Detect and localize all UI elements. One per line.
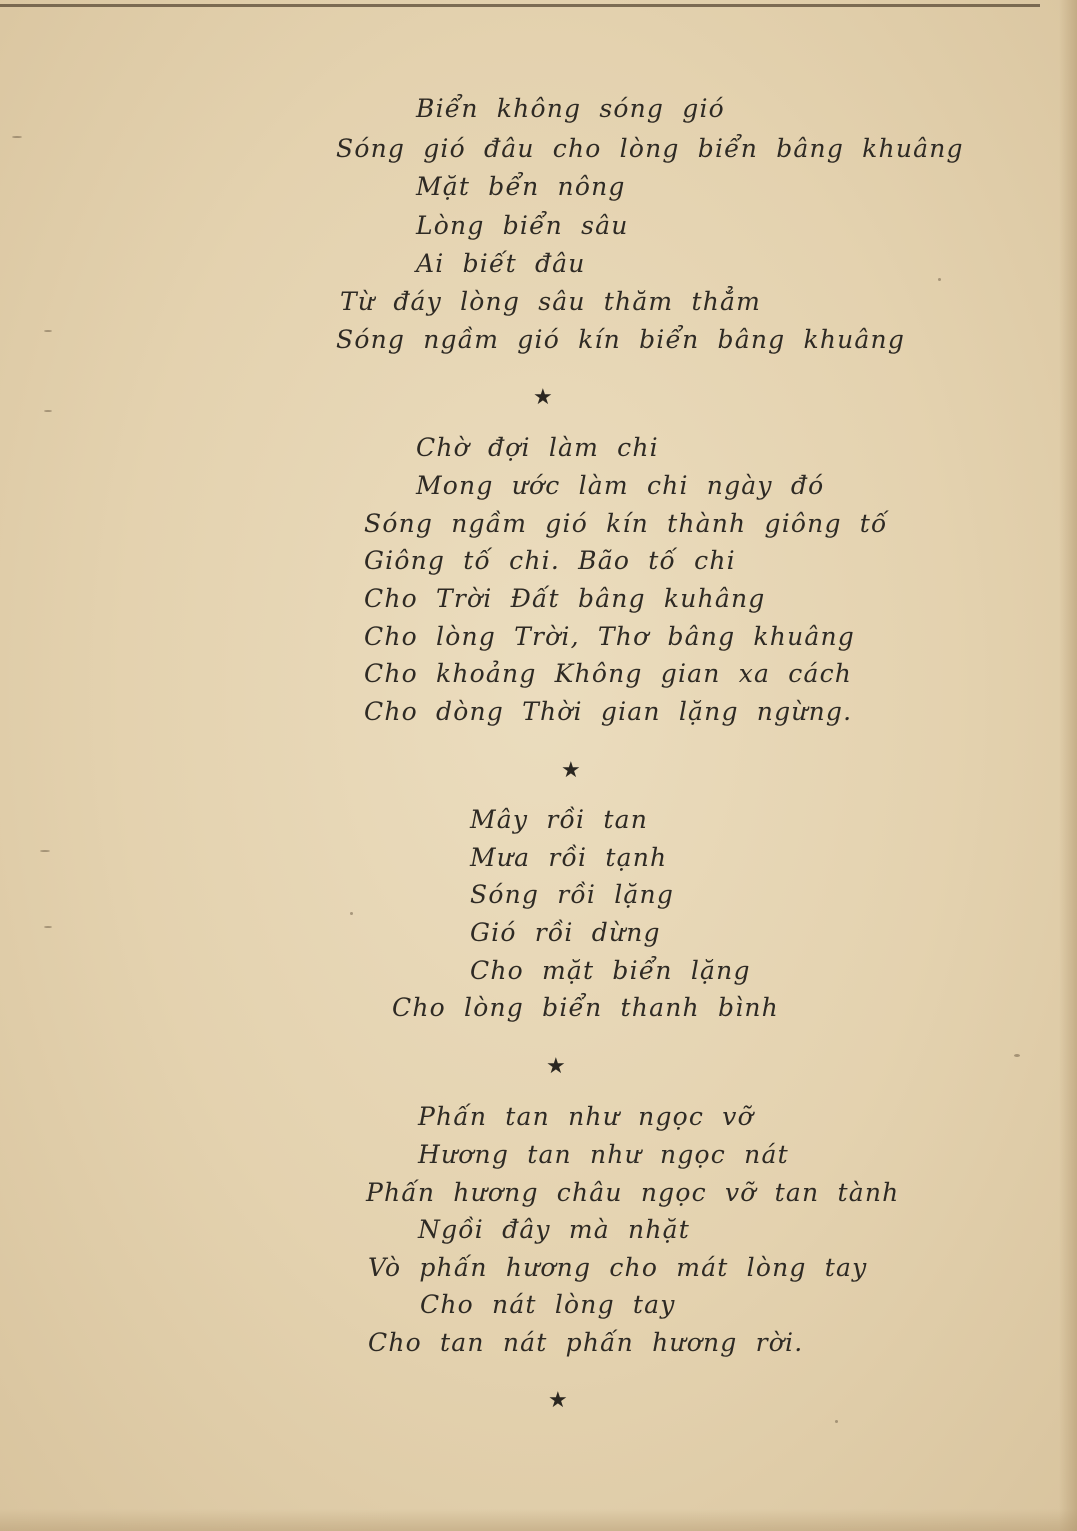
paper-speck (12, 136, 22, 138)
paper-speck (835, 1420, 838, 1423)
poem-line: Cho dòng Thời gian lặng ngừng. (364, 697, 853, 726)
poem-line: Sóng ngầm gió kín biển bâng khuâng (336, 325, 906, 354)
poem-line: Cho lòng biển thanh bình (392, 993, 779, 1022)
poem-line: Hương tan như ngọc nát (418, 1140, 789, 1169)
poem-line: Biển không sóng gió (416, 94, 725, 123)
paper-speck (350, 912, 353, 915)
paper-speck (1014, 1054, 1020, 1057)
poem-line: Ngồi đây mà nhặt (418, 1215, 691, 1244)
poem-line: Sóng gió đâu cho lòng biển bâng khuâng (336, 134, 964, 163)
star-separator-icon: ★ (548, 1388, 568, 1413)
paper-speck (44, 410, 52, 412)
page-edge-shadow (1059, 0, 1077, 1531)
poem-line: Ai biết đâu (416, 249, 586, 278)
paper-speck (44, 330, 52, 332)
poem-line: Phấn tan như ngọc vỡ (418, 1102, 754, 1131)
poem-line: Cho nát lòng tay (420, 1290, 676, 1319)
paper-speck (44, 926, 52, 928)
poem-line: Cho mặt biển lặng (470, 956, 751, 985)
poem-line: Mong ước làm chi ngày đó (416, 471, 825, 500)
paper-speck (40, 850, 50, 852)
poem-line: Mây rồi tan (470, 805, 649, 834)
poem-line: Cho khoảng Không gian xa cách (364, 659, 853, 688)
poem-line: Từ đáy lòng sâu thăm thẳm (340, 287, 762, 316)
star-separator-icon: ★ (546, 1054, 566, 1079)
poem-line: Sóng rồi lặng (470, 880, 675, 909)
poem-line: Gió rồi dừng (470, 918, 661, 947)
poem-line: Giông tố chi. Bão tố chi (364, 546, 736, 575)
poem-line: Sóng ngầm gió kín thành giông tố (364, 509, 888, 538)
poem-line: Mưa rồi tạnh (470, 843, 668, 872)
poem-line: Mặt bển nông (416, 172, 626, 201)
poem-line: Chờ đợi làm chi (416, 433, 659, 462)
top-border-line (0, 4, 1040, 7)
poem-line: Phấn hương châu ngọc vỡ tan tành (366, 1178, 900, 1207)
poem-line: Cho tan nát phấn hương rời. (368, 1328, 804, 1357)
poem-line: Cho lòng Trời, Thơ bâng khuâng (364, 622, 855, 651)
poem-line: Vò phấn hương cho mát lòng tay (368, 1253, 868, 1282)
poem-line: Cho Trời Đất bâng kuhâng (364, 584, 766, 613)
paper-speck (938, 278, 941, 281)
poem-line: Lòng biển sâu (416, 211, 629, 240)
star-separator-icon: ★ (533, 385, 553, 410)
star-separator-icon: ★ (561, 758, 581, 783)
page-bottom-shadow (0, 1509, 1077, 1531)
